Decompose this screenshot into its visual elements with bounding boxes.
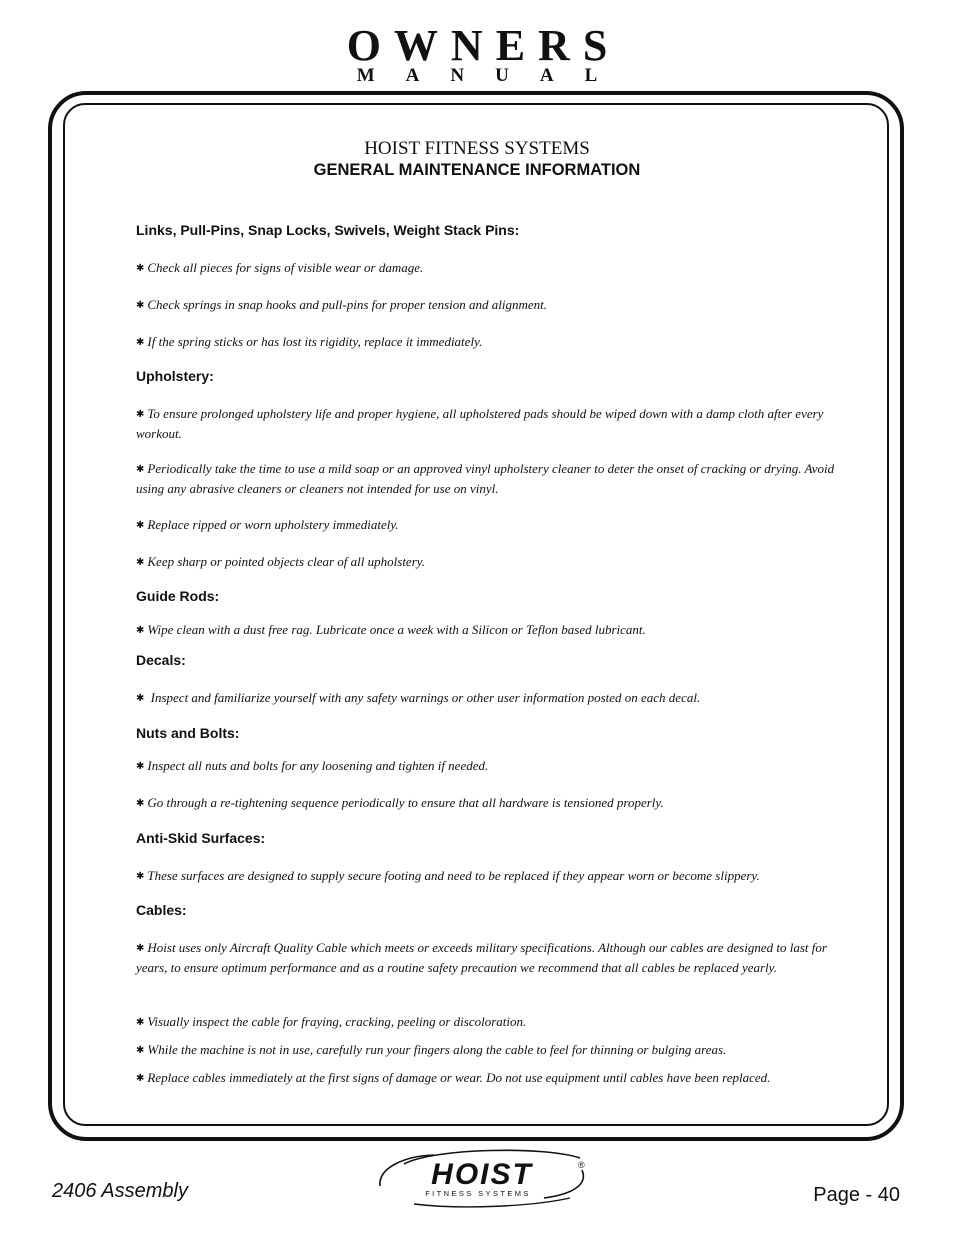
asterisk-bullet-icon: ✱ xyxy=(136,1045,145,1056)
section-heading-upholstery: Upholstery: xyxy=(136,368,214,384)
manual-subtitle: MANUAL xyxy=(356,65,629,86)
list-item: ✱ Replace ripped or worn upholstery immediately. xyxy=(136,517,399,532)
list-item: ✱ If the spring sticks or has lost its rigidity, replace it immediately. xyxy=(136,334,483,349)
asterisk-bullet-icon: ✱ xyxy=(136,263,145,274)
list-item: ✱ Replace cables immediately at the first signs of damage or wear. Do not use equipment until cables have been replaced. xyxy=(136,1070,771,1085)
page-title: GENERAL MAINTENANCE INFORMATION xyxy=(313,161,641,179)
hoist-logo xyxy=(374,1146,590,1210)
section-heading-anti-skid: Anti-Skid Surfaces: xyxy=(136,830,266,846)
asterisk-bullet-icon: ✱ xyxy=(136,409,145,420)
asterisk-bullet-icon: ✱ xyxy=(136,1017,145,1028)
asterisk-bullet-icon: ✱ xyxy=(136,557,145,568)
asterisk-bullet-icon: ✱ xyxy=(136,761,145,772)
asterisk-bullet-icon: ✱ xyxy=(136,1073,145,1084)
list-item: ✱ Inspect all nuts and bolts for any loosening and tighten if needed. xyxy=(136,758,489,773)
list-item: ✱ Keep sharp or pointed objects clear of all upholstery. xyxy=(136,554,426,569)
list-item: ✱ Wipe clean with a dust free rag. Lubricate once a week with a Silicon or Teflon based lubricant. xyxy=(136,622,646,637)
section-heading-nuts-bolts: Nuts and Bolts: xyxy=(136,725,240,741)
asterisk-bullet-icon: ✱ xyxy=(136,300,145,311)
asterisk-bullet-icon: ✱ xyxy=(136,943,145,954)
section-heading-links: Links, Pull-Pins, Snap Locks, Swivels, Weight Stack Pins: xyxy=(136,222,520,238)
registered-mark: ® xyxy=(578,1160,585,1170)
page-number: Page - 40 xyxy=(813,1184,900,1206)
list-item: ✱ Go through a re-tightening sequence periodically to ensure that all hardware is tensioned properly. xyxy=(136,795,664,810)
owners-title: OWNERS xyxy=(346,21,621,70)
asterisk-bullet-icon: ✱ xyxy=(136,871,145,882)
section-heading-cables: Cables: xyxy=(136,902,187,918)
asterisk-bullet-icon: ✱ xyxy=(136,464,145,475)
section-heading-decals: Decals: xyxy=(136,652,186,668)
asterisk-bullet-icon: ✱ xyxy=(136,693,145,704)
list-item: ✱ Check all pieces for signs of visible wear or damage. xyxy=(136,260,424,275)
list-item: ✱ To ensure prolonged upholstery life and proper hygiene, all upholstered pads should be wiped down with a damp cloth after every workout. xyxy=(136,406,824,441)
logo-subtext: FITNESS SYSTEMS xyxy=(425,1189,531,1198)
list-item: ✱ While the machine is not in use, carefully run your fingers along the cable to feel for thinning or bulging areas. xyxy=(136,1042,727,1057)
logo-text: HOIST xyxy=(431,1158,533,1191)
company-name: HOIST FITNESS SYSTEMS xyxy=(364,138,590,159)
list-item: ✱ Periodically take the time to use a mild soap or an approved vinyl upholstery cleaner to deter the onset of cracking or drying. Avoid using any abrasive cleaners or cleaners not intended for use on vinyl. xyxy=(136,461,835,496)
list-item: ✱ These surfaces are designed to supply secure footing and need to be replaced if they appear worn or become slippery. xyxy=(136,868,760,883)
footer-assembly-label: 2406 Assembly xyxy=(52,1180,188,1202)
list-item: ✱ Inspect and familiarize yourself with any safety warnings or other user information posted on each decal. xyxy=(136,690,701,705)
asterisk-bullet-icon: ✱ xyxy=(136,625,145,636)
asterisk-bullet-icon: ✱ xyxy=(136,337,145,348)
list-item: ✱ Hoist uses only Aircraft Quality Cable which meets or exceeds military specifications. Although our cables are designed to last for years, to ensure optimum performance and as a routine safety precaution we recommend that all cables be replaced yearly. xyxy=(136,940,827,975)
list-item: ✱ Check springs in snap hooks and pull-pins for proper tension and alignment. xyxy=(136,297,548,312)
section-heading-guide-rods: Guide Rods: xyxy=(136,588,220,604)
asterisk-bullet-icon: ✱ xyxy=(136,798,145,809)
asterisk-bullet-icon: ✱ xyxy=(136,520,145,531)
list-item: ✱ Visually inspect the cable for fraying, cracking, peeling or discoloration. xyxy=(136,1014,527,1029)
